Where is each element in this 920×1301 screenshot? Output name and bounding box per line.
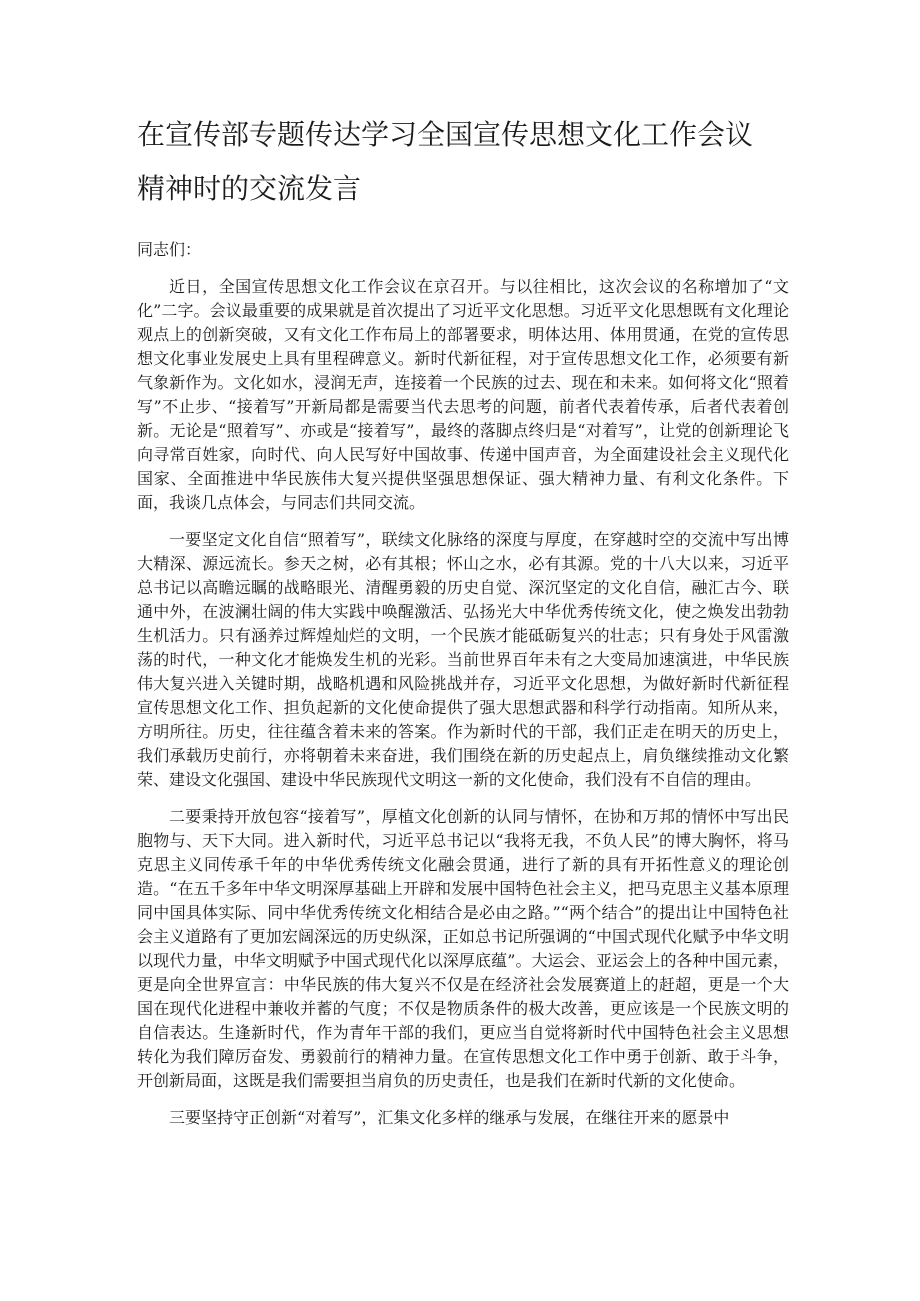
paragraph-point-1: 一要坚定文化自信“照着写”，联续文化脉络的深度与厚度，在穿越时空的交流中写出博大精深、源远流长。参天之树，必有其根；怀山之水，必有其源。党的十八大以来，习近平总书记以高瞻远瞩的战略眼光、清醒勇毅的历史自觉、深沉坚定的文化自信，融汇古今、联通中外，在波澜壮阔的伟大实践中唤醒激活、弘扬光大中华优秀传统文化，使之焕发出勃勃生机活力。只有涵养过辉煌灿烂的文明，一个民族才能砥砺复兴的壮志；只有身处于风雷激荡的时代，一种文化才能焕发生机的光彩。当前世界百年未有之大变局加速演进，中华民族伟大复兴进入关键时期，战略机遇和风险挑战并存，习近平文化思想，为做好新时代新征程宣传思想文化工作、担负起新的文化使命提供了强大思想武器和科学行动指南。知所从来，方明所往。历史，往往蕴含着未来的答案。作为新时代的干部，我们正走在明天的历史上，我们承载历史前行，亦将朝着未来奋进，我们围绕在新的历史起点上，肩负继续推动文化繁荣、建设文化强国、建设中华民族现代文明这一新的文化使命，我们没有不自信的理由。 [137,530,789,789]
paragraph-point-3: 三要坚持守正创新“对着写”，汇集文化多样的继承与发展，在继往开来的愿景中 [169,1108,730,1127]
document-page [137,108,789,1143]
paragraph-point-2: 二要秉持开放包容“接着写”，厚植文化创新的认同与情怀，在协和万邦的情怀中写出民胞物与、天下大同。进入新时代，习近平总书记以“我将无我，不负人民”的博大胸怀，将马克思主义同传承千年的中华优秀传统文化融会贯通，进行了新的具有开拓性意义的理论创造。“在五千多年中华文明深厚基础上开辟和发展中国特色社会主义，把马克思主义基本原理同中国具体实际、同中华优秀传统文化相结合是必由之路。”“两个结合”的提出让中国特色社会主义道路有了更加宏阔深远的历史纵深，正如总书记所强调的“中国式现代化赋予中华文明以现代力量，中华文明赋予中国式现代化以深厚底蕴”。大运会、亚运会上的各种中国元素，更是向全世界宣言：中华民族的伟大复兴不仅是在经济社会发展赛道上的赶超，更是一个大国在现代化进程中兼收并蓄的气度；不仅是物质条件的极大改善，更应该是一个民族文明的自信表达。生逢新时代，作为青年干部的我们，更应当自觉将新时代中国特色社会主义思想转化为我们障厉奋发、勇毅前行的精神力量。在宣传思想文化工作中勇于创新、敢于斗争，开创新局面，这既是我们需要担当肩负的历史责任，也是我们在新时代新的文化使命。 [137,807,789,1090]
title-line-2: 精神时的交流发言 [137,172,362,205]
greeting: 同志们： [137,240,202,259]
paragraph-intro: 近日，全国宣传思想文化工作会议在京召开。与以往相比，这次会议的名称增加了“文化”二字。会议最重要的成果就是首次提出了习近平文化思想。习近平文化思想既有文化理论观点上的创新突破，又有文化工作布局上的部署要求，明体达用、体用贯通，在党的宣传思想文化事业发展史上具有里程碑意义。新时代新征程，对于宣传思想文化工作，必须要有新气象新作为。文化如水，浸润无声，连接着一个民族的过去、现在和未来。如何将文化“照着写”不止步、“接着写”开新局都是需要当代去思考的问题，前者代表着传承，后者代表着创新。无论是“照着写”、亦或是“接着写”，最终的落脚点终归是“对着写”，让党的创新理论飞向寻常百姓家，向时代、向人民写好中国故事、传递中国声音，为全面建设社会主义现代化国家、全面推进中华民族伟大复兴提供坚强思想保证、强大精神力量、有利文化条件。下面，我谈几点体会，与同志们共同交流。 [137,277,789,512]
title-line-1: 在宣传部专题传达学习全国宣传思想文化工作会议 [137,118,754,151]
document-title [137,108,789,216]
